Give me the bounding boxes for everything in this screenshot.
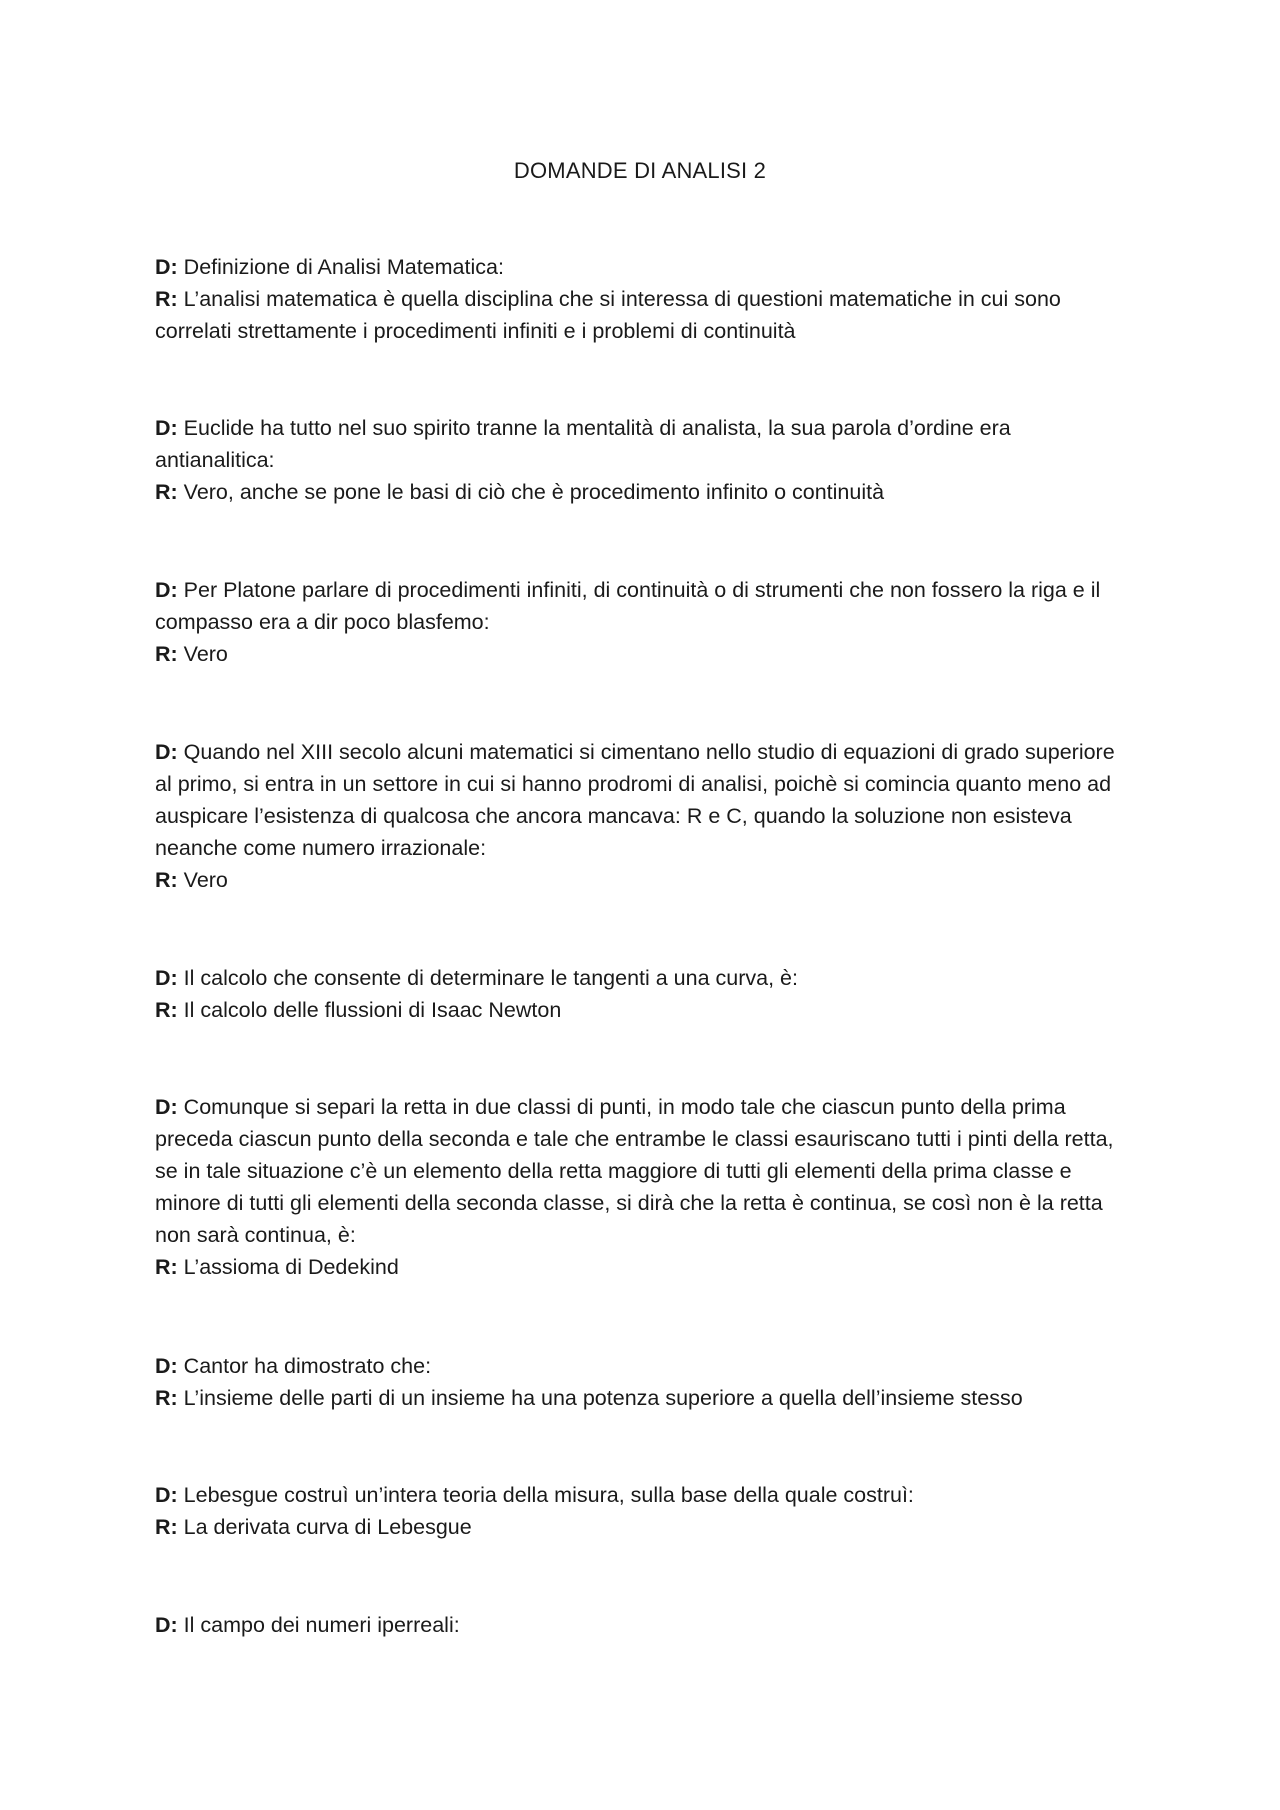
question-prefix: D: (155, 255, 178, 279)
answer (155, 864, 1130, 896)
answer-text: L’analisi matematica è quella disciplina che si interessa di questioni matematiche in cui sono correlati strettamente i procedimenti infiniti e i problemi di continuità (155, 287, 1061, 343)
question-prefix: D: (155, 1095, 178, 1119)
question-prefix: D: (155, 416, 178, 440)
answer (155, 1511, 1130, 1543)
question-text: Quando nel XIII secolo alcuni matematici si cimentano nello studio di equazioni di grado superiore al primo, si entra in un settore in cui si hanno prodromi di analisi, poichè si comincia quanto meno ad auspicare l’esistenza di qualcosa che ancora mancava: R e C, quando la soluzione non esisteva neanche come numero irrazionale: (155, 740, 1115, 860)
qa-item (155, 962, 1130, 1026)
qa-item (155, 1350, 1130, 1414)
answer-text: Vero (177, 642, 228, 666)
answer (155, 638, 1130, 670)
question-prefix: D: (155, 740, 178, 764)
answer-text: L’assioma di Dedekind (177, 1255, 399, 1279)
question-prefix: D: (155, 966, 178, 990)
question (155, 574, 1130, 638)
question (155, 1091, 1130, 1251)
question-text: Lebesgue costruì un’intera teoria della misura, sulla base della quale costruì: (177, 1483, 914, 1507)
answer-text: Il calcolo delle flussioni di Isaac Newton (177, 998, 562, 1022)
qa-item (155, 736, 1130, 896)
answer (155, 994, 1130, 1026)
question-prefix: D: (155, 1483, 178, 1507)
question (155, 962, 1130, 994)
answer (155, 476, 1130, 508)
question-text: Il calcolo che consente di determinare le tangenti a una curva, è: (177, 966, 798, 990)
answer-prefix: R: (155, 287, 178, 311)
question-text: Il campo dei numeri iperreali: (177, 1613, 460, 1637)
answer-prefix: R: (155, 998, 178, 1022)
question-text: Comunque si separi la retta in due classi di punti, in modo tale che ciascun punto della prima preceda ciascun punto della seconda e tale che entrambe le classi esauriscano tutti i pinti della retta, se in tale situazione c’è un elemento della retta maggiore di tutti gli elementi della prima classe e minore di tutti gli elementi della seconda classe, si dirà che la retta è continua, se così non è la retta non sarà continua, è: (155, 1095, 1114, 1247)
answer-text: La derivata curva di Lebesgue (177, 1515, 472, 1539)
document-title: DOMANDE DI ANALISI 2 (513, 158, 767, 183)
answer (155, 1382, 1130, 1414)
answer (155, 1251, 1130, 1283)
question (155, 1609, 1130, 1641)
question (155, 1479, 1130, 1511)
answer-prefix: R: (155, 1515, 178, 1539)
qa-item (155, 251, 1130, 347)
qa-item (155, 1479, 1130, 1543)
answer-prefix: R: (155, 480, 178, 504)
question-prefix: D: (155, 1354, 178, 1378)
answer-prefix: R: (155, 642, 178, 666)
answer-text: L’insieme delle parti di un insieme ha una potenza superiore a quella dell’insieme stesso (177, 1386, 1023, 1410)
qa-item (155, 412, 1130, 508)
answer-prefix: R: (155, 1255, 178, 1279)
question-text: Euclide ha tutto nel suo spirito tranne la mentalità di analista, la sua parola d’ordine era antianalitica: (155, 416, 1011, 472)
answer-prefix: R: (155, 868, 178, 892)
question-prefix: D: (155, 1613, 178, 1637)
answer-text: Vero (177, 868, 228, 892)
answer-prefix: R: (155, 1386, 178, 1410)
answer-text: Vero, anche se pone le basi di ciò che è procedimento infinito o continuità (177, 480, 885, 504)
question-text: Cantor ha dimostrato che: (177, 1354, 432, 1378)
qa-item (155, 1091, 1130, 1283)
question (155, 1350, 1130, 1382)
question-text: Definizione di Analisi Matematica: (177, 255, 504, 279)
answer (155, 283, 1130, 347)
question-text: Per Platone parlare di procedimenti infiniti, di continuità o di strumenti che non fossero la riga e il compasso era a dir poco blasfemo: (155, 578, 1101, 634)
question (155, 412, 1130, 476)
question-prefix: D: (155, 578, 178, 602)
qa-item (155, 574, 1130, 670)
question (155, 251, 1130, 283)
qa-item (155, 1609, 1130, 1641)
question (155, 736, 1130, 864)
